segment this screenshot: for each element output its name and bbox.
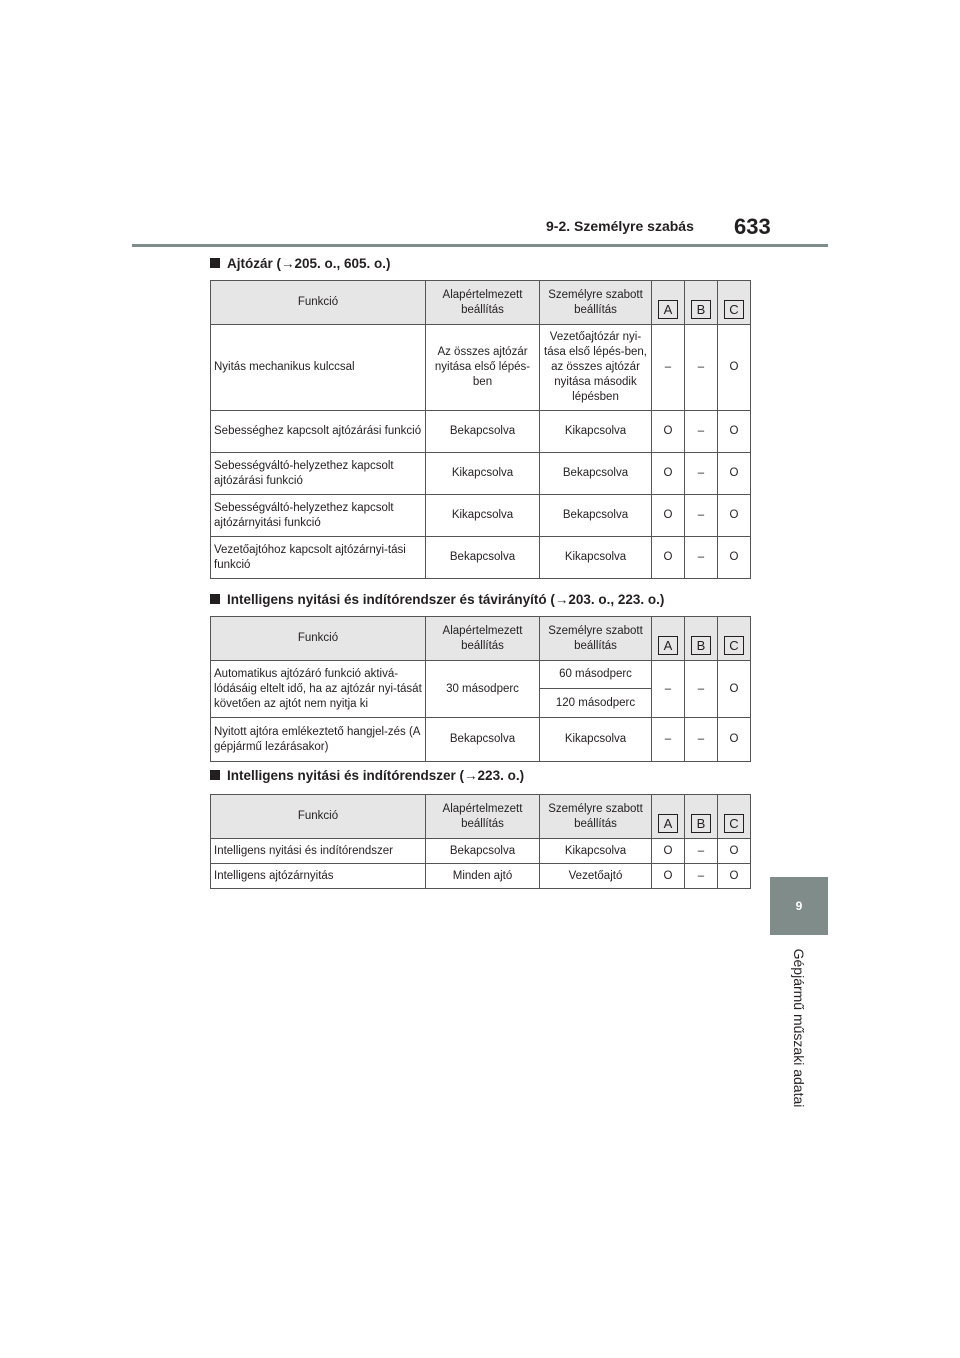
square-bullet-icon [210,770,220,780]
table-header-row [211,617,751,661]
col-function: Funkció [211,795,426,839]
table-row: 120 másodperc [211,689,751,718]
table-header-row [211,281,751,325]
col-a: A [652,617,685,661]
col-default: Alapértelmezett beállítás [426,281,540,325]
table-row: Automatikus ajtózáró funkció aktivá-lódásáig eltelt idő, ha az ajtózár nyi-tását követően az ajtót nem nyitja ki 30 másodperc 60 másodperc – – O [211,661,751,689]
col-a: A [652,281,685,325]
col-custom: Személyre szabott beállítás [540,795,652,839]
col-b: B [685,795,718,839]
header-rule [132,244,828,247]
col-a: A [652,795,685,839]
col-default: Alapértelmezett beállítás [426,617,540,661]
page-number: 633 [734,214,771,239]
table-row: Sebességváltó-helyzethez kapcsolt ajtózárási funkció Kikapcsolva Bekapcsolva O – O [211,453,751,495]
table-row: Nyitás mechanikus kulccsal Az összes ajtózár nyitása első lépés-ben Vezetőajtózár nyi-tása első lépés-ben, az összes ajtózár nyitása második lépésben – – O [211,325,751,411]
col-c: C [718,617,751,661]
chapter-title: Gépjármű műszaki adatai [791,948,807,1108]
table-row: Intelligens ajtózárnyitás Minden ajtó Vezetőajtó O – O [211,864,751,889]
col-function: Funkció [211,281,426,325]
section-title-intelligens: Intelligens nyitási és indítórendszer (→223. o.) [210,768,524,783]
square-bullet-icon [210,594,220,604]
section-title-ajtozar: Ajtózár (→205. o., 605. o.) [210,256,391,271]
col-b: B [685,281,718,325]
col-function: Funkció [211,617,426,661]
col-default: Alapértelmezett beállítás [426,795,540,839]
table-row: Vezetőajtóhoz kapcsolt ajtózárnyi-tási funkció Bekapcsolva Kikapcsolva O – O [211,537,751,579]
col-b: B [685,617,718,661]
chapter-tab[interactable] [770,877,828,935]
table-header-row [211,795,751,839]
section-header: 9-2. Személyre szabás [546,218,694,234]
col-c: C [718,795,751,839]
table-intelligens [210,794,751,889]
table-row: Nyitott ajtóra emlékeztető hangjel-zés (A gépjármű lezárásakor) Bekapcsolva Kikapcsolva – – O [211,718,751,762]
square-bullet-icon [210,258,220,268]
table-row: Sebességhez kapcsolt ajtózárási funkció Bekapcsolva Kikapcsolva O – O [211,411,751,453]
table-ajtozar [210,280,751,579]
table-row: Sebességváltó-helyzethez kapcsolt ajtózárnyitási funkció Kikapcsolva Bekapcsolva O – O [211,495,751,537]
col-custom: Személyre szabott beállítás [540,281,652,325]
col-c: C [718,281,751,325]
chapter-number: 9 [795,899,803,913]
section-title-intelligens-taviranyito: Intelligens nyitási és indítórendszer és távirányító (→203. o., 223. o.) [210,592,664,607]
table-row: Intelligens nyitási és indítórendszer Bekapcsolva Kikapcsolva O – O [211,839,751,864]
col-custom: Személyre szabott beállítás [540,617,652,661]
table-intelligens-taviranyito [210,616,751,762]
